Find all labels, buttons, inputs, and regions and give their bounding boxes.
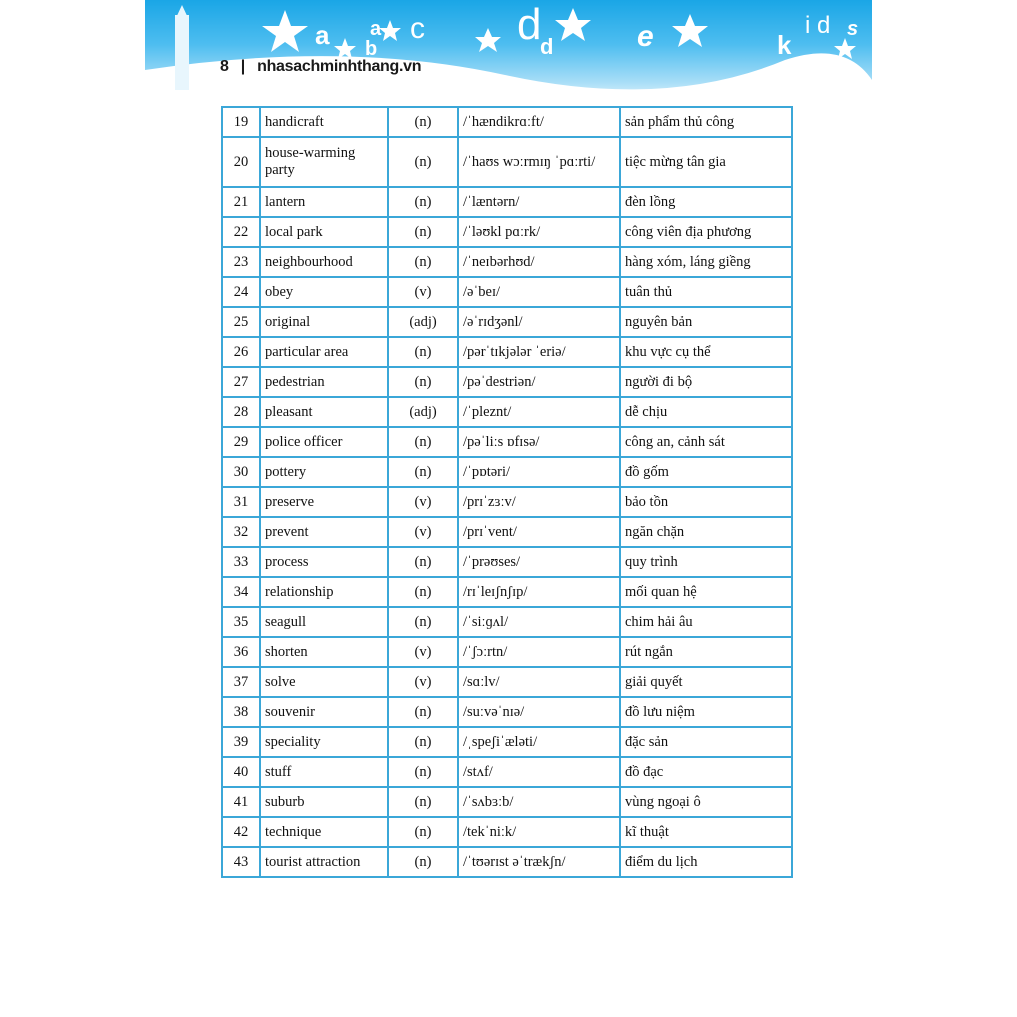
table-row	[222, 307, 792, 337]
banner-letter: k	[777, 30, 792, 60]
banner-letter: c	[410, 12, 425, 45]
row-number: 26	[222, 337, 260, 367]
part-of-speech-cell: (n)	[388, 547, 458, 577]
pronunciation-cell: /ˈhaʊs wɔːrmɪŋ ˈpɑːrti/	[458, 137, 620, 187]
meaning-cell: người đi bộ	[620, 367, 792, 397]
pronunciation-cell: /rɪˈleɪʃnʃɪp/	[458, 577, 620, 607]
table-row	[222, 137, 792, 187]
pronunciation-cell: /ˈneɪbərhʊd/	[458, 247, 620, 277]
meaning-cell: điểm du lịch	[620, 847, 792, 877]
pronunciation-cell: /tekˈniːk/	[458, 817, 620, 847]
banner-letter: a	[315, 20, 330, 50]
word-cell: prevent	[260, 517, 388, 547]
banner-letter: s	[847, 18, 859, 40]
part-of-speech-cell: (n)	[388, 577, 458, 607]
table-row	[222, 337, 792, 367]
table-row	[222, 247, 792, 277]
part-of-speech-cell: (n)	[388, 367, 458, 397]
word-cell: pedestrian	[260, 367, 388, 397]
page-header	[220, 58, 421, 76]
part-of-speech-cell: (n)	[388, 607, 458, 637]
header-banner	[145, 0, 872, 110]
row-number: 35	[222, 607, 260, 637]
banner-wave	[145, 0, 872, 110]
table-row	[222, 667, 792, 697]
table-row	[222, 757, 792, 787]
pronunciation-cell: /ˈpɒtəri/	[458, 457, 620, 487]
pronunciation-cell: /prɪˈvent/	[458, 517, 620, 547]
table-row	[222, 607, 792, 637]
table-row	[222, 107, 792, 137]
meaning-cell: kĩ thuật	[620, 817, 792, 847]
pronunciation-cell: /ˌspeʃiˈæləti/	[458, 727, 620, 757]
table-row	[222, 637, 792, 667]
pronunciation-cell: /stʌf/	[458, 757, 620, 787]
table-row	[222, 547, 792, 577]
pronunciation-cell: /suːvəˈnɪə/	[458, 697, 620, 727]
word-cell: suburb	[260, 787, 388, 817]
word-cell: police officer	[260, 427, 388, 457]
row-number: 20	[222, 137, 260, 187]
table-row	[222, 577, 792, 607]
meaning-cell: chim hải âu	[620, 607, 792, 637]
word-cell: stuff	[260, 757, 388, 787]
word-cell: lantern	[260, 187, 388, 217]
meaning-cell: khu vực cụ thể	[620, 337, 792, 367]
pronunciation-cell: /sɑːlv/	[458, 667, 620, 697]
row-number: 30	[222, 457, 260, 487]
tower-icon	[175, 15, 189, 90]
meaning-cell: rút ngắn	[620, 637, 792, 667]
table-row	[222, 457, 792, 487]
meaning-cell: mối quan hệ	[620, 577, 792, 607]
meaning-cell: ngăn chặn	[620, 517, 792, 547]
word-cell: souvenir	[260, 697, 388, 727]
word-cell: house-warming party	[260, 137, 388, 187]
word-cell: obey	[260, 277, 388, 307]
word-cell: shorten	[260, 637, 388, 667]
table-row	[222, 427, 792, 457]
table-row	[222, 277, 792, 307]
table-row	[222, 517, 792, 547]
table-row	[222, 697, 792, 727]
row-number: 19	[222, 107, 260, 137]
meaning-cell: vùng ngoại ô	[620, 787, 792, 817]
banner-letter: d	[540, 34, 554, 59]
pronunciation-cell: /prɪˈzɜːv/	[458, 487, 620, 517]
pronunciation-cell: /ˈlæntərn/	[458, 187, 620, 217]
meaning-cell: giải quyết	[620, 667, 792, 697]
page-number: 8	[220, 58, 229, 75]
table-row	[222, 187, 792, 217]
meaning-cell: dễ chịu	[620, 397, 792, 427]
row-number: 23	[222, 247, 260, 277]
word-cell: technique	[260, 817, 388, 847]
row-number: 32	[222, 517, 260, 547]
word-cell: preserve	[260, 487, 388, 517]
table-row	[222, 367, 792, 397]
part-of-speech-cell: (v)	[388, 277, 458, 307]
part-of-speech-cell: (n)	[388, 787, 458, 817]
row-number: 22	[222, 217, 260, 247]
banner-letter: d	[817, 12, 831, 39]
vocabulary-table	[221, 106, 793, 878]
pronunciation-cell: /ˈləʊkl pɑːrk/	[458, 217, 620, 247]
pronunciation-cell: /ˈprəʊses/	[458, 547, 620, 577]
pronunciation-cell: /ˈtʊərɪst əˈtrækʃn/	[458, 847, 620, 877]
row-number: 43	[222, 847, 260, 877]
part-of-speech-cell: (n)	[388, 727, 458, 757]
meaning-cell: đèn lồng	[620, 187, 792, 217]
meaning-cell: đồ gốm	[620, 457, 792, 487]
pronunciation-cell: /pəˈdestriən/	[458, 367, 620, 397]
pronunciation-cell: /ˈpleznt/	[458, 397, 620, 427]
part-of-speech-cell: (n)	[388, 427, 458, 457]
word-cell: process	[260, 547, 388, 577]
meaning-cell: đặc sản	[620, 727, 792, 757]
part-of-speech-cell: (v)	[388, 637, 458, 667]
word-cell: seagull	[260, 607, 388, 637]
banner-letter: a	[370, 18, 382, 40]
pronunciation-cell: /əˈbeɪ/	[458, 277, 620, 307]
part-of-speech-cell: (n)	[388, 847, 458, 877]
part-of-speech-cell: (n)	[388, 217, 458, 247]
word-cell: neighbourhood	[260, 247, 388, 277]
pronunciation-cell: /ˈʃɔːrtn/	[458, 637, 620, 667]
row-number: 40	[222, 757, 260, 787]
banner-letter: b	[365, 38, 378, 60]
part-of-speech-cell: (n)	[388, 457, 458, 487]
row-number: 25	[222, 307, 260, 337]
table-row	[222, 397, 792, 427]
site-name: nhasachminhthang.vn	[257, 58, 422, 75]
row-number: 38	[222, 697, 260, 727]
part-of-speech-cell: (adj)	[388, 397, 458, 427]
pronunciation-cell: /ˈsiːɡʌl/	[458, 607, 620, 637]
word-cell: particular area	[260, 337, 388, 367]
meaning-cell: sản phẩm thủ công	[620, 107, 792, 137]
word-cell: handicraft	[260, 107, 388, 137]
table-row	[222, 817, 792, 847]
meaning-cell: công viên địa phương	[620, 217, 792, 247]
row-number: 39	[222, 727, 260, 757]
meaning-cell: tiệc mừng tân gia	[620, 137, 792, 187]
meaning-cell: công an, cảnh sát	[620, 427, 792, 457]
part-of-speech-cell: (adj)	[388, 307, 458, 337]
part-of-speech-cell: (n)	[388, 337, 458, 367]
pronunciation-cell: /pəˈliːs ɒfɪsə/	[458, 427, 620, 457]
banner-letter: d	[517, 0, 542, 49]
part-of-speech-cell: (n)	[388, 187, 458, 217]
part-of-speech-cell: (v)	[388, 487, 458, 517]
row-number: 31	[222, 487, 260, 517]
part-of-speech-cell: (n)	[388, 697, 458, 727]
row-number: 28	[222, 397, 260, 427]
table-row	[222, 787, 792, 817]
word-cell: tourist attraction	[260, 847, 388, 877]
star-icons	[262, 8, 859, 59]
meaning-cell: nguyên bản	[620, 307, 792, 337]
row-number: 37	[222, 667, 260, 697]
word-cell: speciality	[260, 727, 388, 757]
row-number: 33	[222, 547, 260, 577]
row-number: 27	[222, 367, 260, 397]
table-row	[222, 727, 792, 757]
banner-letter: e	[637, 20, 654, 53]
pronunciation-cell: /ˈhændikrɑːft/	[458, 107, 620, 137]
part-of-speech-cell: (n)	[388, 817, 458, 847]
meaning-cell: tuân thủ	[620, 277, 792, 307]
word-cell: local park	[260, 217, 388, 247]
pronunciation-cell: /pərˈtɪkjələr ˈeriə/	[458, 337, 620, 367]
header-separator: |	[240, 58, 245, 75]
word-cell: original	[260, 307, 388, 337]
row-number: 29	[222, 427, 260, 457]
part-of-speech-cell: (n)	[388, 247, 458, 277]
row-number: 36	[222, 637, 260, 667]
pronunciation-cell: /əˈrɪdʒənl/	[458, 307, 620, 337]
word-cell: relationship	[260, 577, 388, 607]
meaning-cell: hàng xóm, láng giềng	[620, 247, 792, 277]
table-row	[222, 217, 792, 247]
table-row	[222, 847, 792, 877]
meaning-cell: bảo tồn	[620, 487, 792, 517]
part-of-speech-cell: (v)	[388, 667, 458, 697]
row-number: 24	[222, 277, 260, 307]
row-number: 21	[222, 187, 260, 217]
table-row	[222, 487, 792, 517]
meaning-cell: quy trình	[620, 547, 792, 577]
pronunciation-cell: /ˈsʌbɜːb/	[458, 787, 620, 817]
word-cell: pleasant	[260, 397, 388, 427]
row-number: 42	[222, 817, 260, 847]
banner-letter: i	[805, 12, 811, 39]
meaning-cell: đồ đạc	[620, 757, 792, 787]
word-cell: pottery	[260, 457, 388, 487]
part-of-speech-cell: (n)	[388, 107, 458, 137]
part-of-speech-cell: (n)	[388, 757, 458, 787]
word-cell: solve	[260, 667, 388, 697]
row-number: 34	[222, 577, 260, 607]
part-of-speech-cell: (n)	[388, 137, 458, 187]
part-of-speech-cell: (v)	[388, 517, 458, 547]
row-number: 41	[222, 787, 260, 817]
meaning-cell: đồ lưu niệm	[620, 697, 792, 727]
